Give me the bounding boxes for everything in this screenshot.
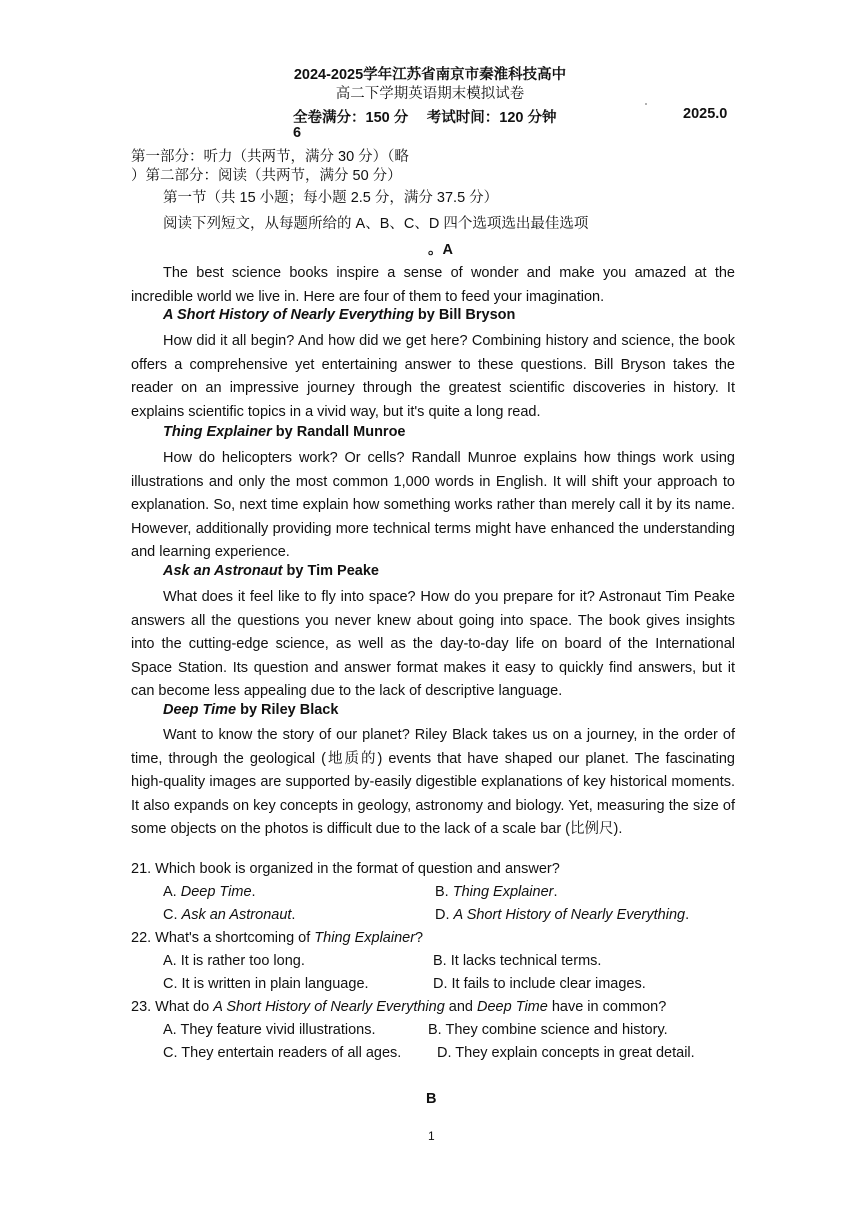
book-title-1 [163, 307, 515, 323]
part2-heading: ）第二部分：阅读（共两节，满分 50 分） [131, 168, 402, 184]
book-title-2 [163, 424, 406, 440]
question-21-stem: 21. Which book is organized in the format of question and answer? [131, 861, 560, 877]
exam-date: 2025.0 [683, 106, 728, 122]
q23-option-a: A. They feature vivid illustrations. [163, 1022, 376, 1038]
question-22-stem: 22. What's a shortcoming of Thing Explainer? [131, 930, 424, 946]
reading-instruction: 阅读下列短文，从每题所给的 A、B、C、D 四个选项选出最佳选项 [163, 216, 589, 232]
exam-title-line2: 高二下学期英语期末模拟试卷 [335, 86, 525, 102]
exam-title-line1: 2024-2025学年江苏省南京市秦淮科技高中 [293, 67, 567, 83]
book-desc-3: What does it feel like to fly into space? How do you prepare for it? Astronaut Tim Peake answers all the questions you never knew about going into space. The book gives insights into the cutting-edge science, as well as the day-to-day life on board of the International Space Station. Its question and answer format makes it easy to quickly find answers, but it can become less appealing due to the lack of descriptive language. [131, 589, 735, 700]
q22-option-b: B. It lacks technical terms. [433, 953, 602, 969]
q21-option-b: B. Thing Explainer. [435, 884, 558, 900]
q21-option-a: A. Deep Time. [163, 884, 256, 900]
exam-date-wrap: 6 [293, 125, 302, 141]
book-title-1-name: A Short History of Nearly Everything [163, 307, 414, 323]
passage-a-label: 。A [428, 242, 453, 258]
q22-option-a: A. It is rather too long. [163, 953, 305, 969]
stray-dot [645, 103, 647, 105]
book-title-3-name: Ask an Astronaut [163, 563, 283, 579]
q23-option-c: C. They entertain readers of all ages. [163, 1045, 402, 1061]
book-title-4-author: by Riley Black [236, 702, 339, 718]
q22-option-c: C. It is written in plain language. [163, 976, 369, 992]
q23-option-b: B. They combine science and history. [428, 1022, 668, 1038]
page-number: 1 [428, 1129, 435, 1143]
book-title-3-author: by Tim Peake [282, 563, 379, 579]
book-title-2-name: Thing Explainer [163, 424, 272, 440]
book-title-2-author: by Randall Munroe [271, 424, 406, 440]
score-info: 全卷满分：150 分 考试时间：120 分钟 [293, 110, 557, 126]
passage-b-label: B [426, 1091, 437, 1107]
q23-option-d: D. They explain concepts in great detail. [437, 1045, 695, 1061]
q21-option-d: D. A Short History of Nearly Everything. [435, 907, 690, 923]
question-23-stem: 23. What do A Short History of Nearly Everything and Deep Time have in common? [131, 999, 667, 1015]
book-title-4-name: Deep Time [163, 702, 237, 718]
section1-heading: 第一节（共 15 小题；每小题 2.5 分，满分 37.5 分） [163, 190, 499, 206]
book-desc-2: How do helicopters work? Or cells? Randall Munroe explains how things work using illustrations and only the most common 1,000 words in English. It will shift your approach to explanation. So, next time explain how something works rather than merely call it by its name. However, additionally providing more technical terms might have enhanced the understanding and learning experience. [131, 450, 735, 561]
book-desc-4: Want to know the story of our planet? Riley Black takes us on a journey, in the order of time, through the geological (地质的) events that have shaped our planet. The fascinating high-quality images are supported by-easily digestible explanations of key historical moments. It also expands on key concepts in geology, astronomy and biology. Yet, measuring the size of some objects on the photos is difficult due to the lack of a scale bar (比例尺). [131, 727, 735, 838]
q21-option-c: C. Ask an Astronaut. [163, 907, 296, 923]
book-title-4 [163, 702, 338, 718]
book-title-1-author: by Bill Bryson [413, 307, 516, 323]
book-desc-1: How did it all begin? And how did we get here? Combining history and science, the book offers a comprehensive yet entertaining answer to these questions. Bill Bryson takes the reader on an impressive journey through the greatest scientific discoveries in history. It explains scientific topics in a vivid way, but it's quite a long read. [131, 333, 735, 420]
passage-intro: The best science books inspire a sense of wonder and make you amazed at the incredible world we live in. Here are four of them to feed your imagination. [131, 265, 735, 305]
book-title-3 [163, 563, 379, 579]
q22-option-d: D. It fails to include clear images. [433, 976, 646, 992]
part1-heading: 第一部分：听力（共两节，满分 30 分）（略 [131, 149, 409, 165]
